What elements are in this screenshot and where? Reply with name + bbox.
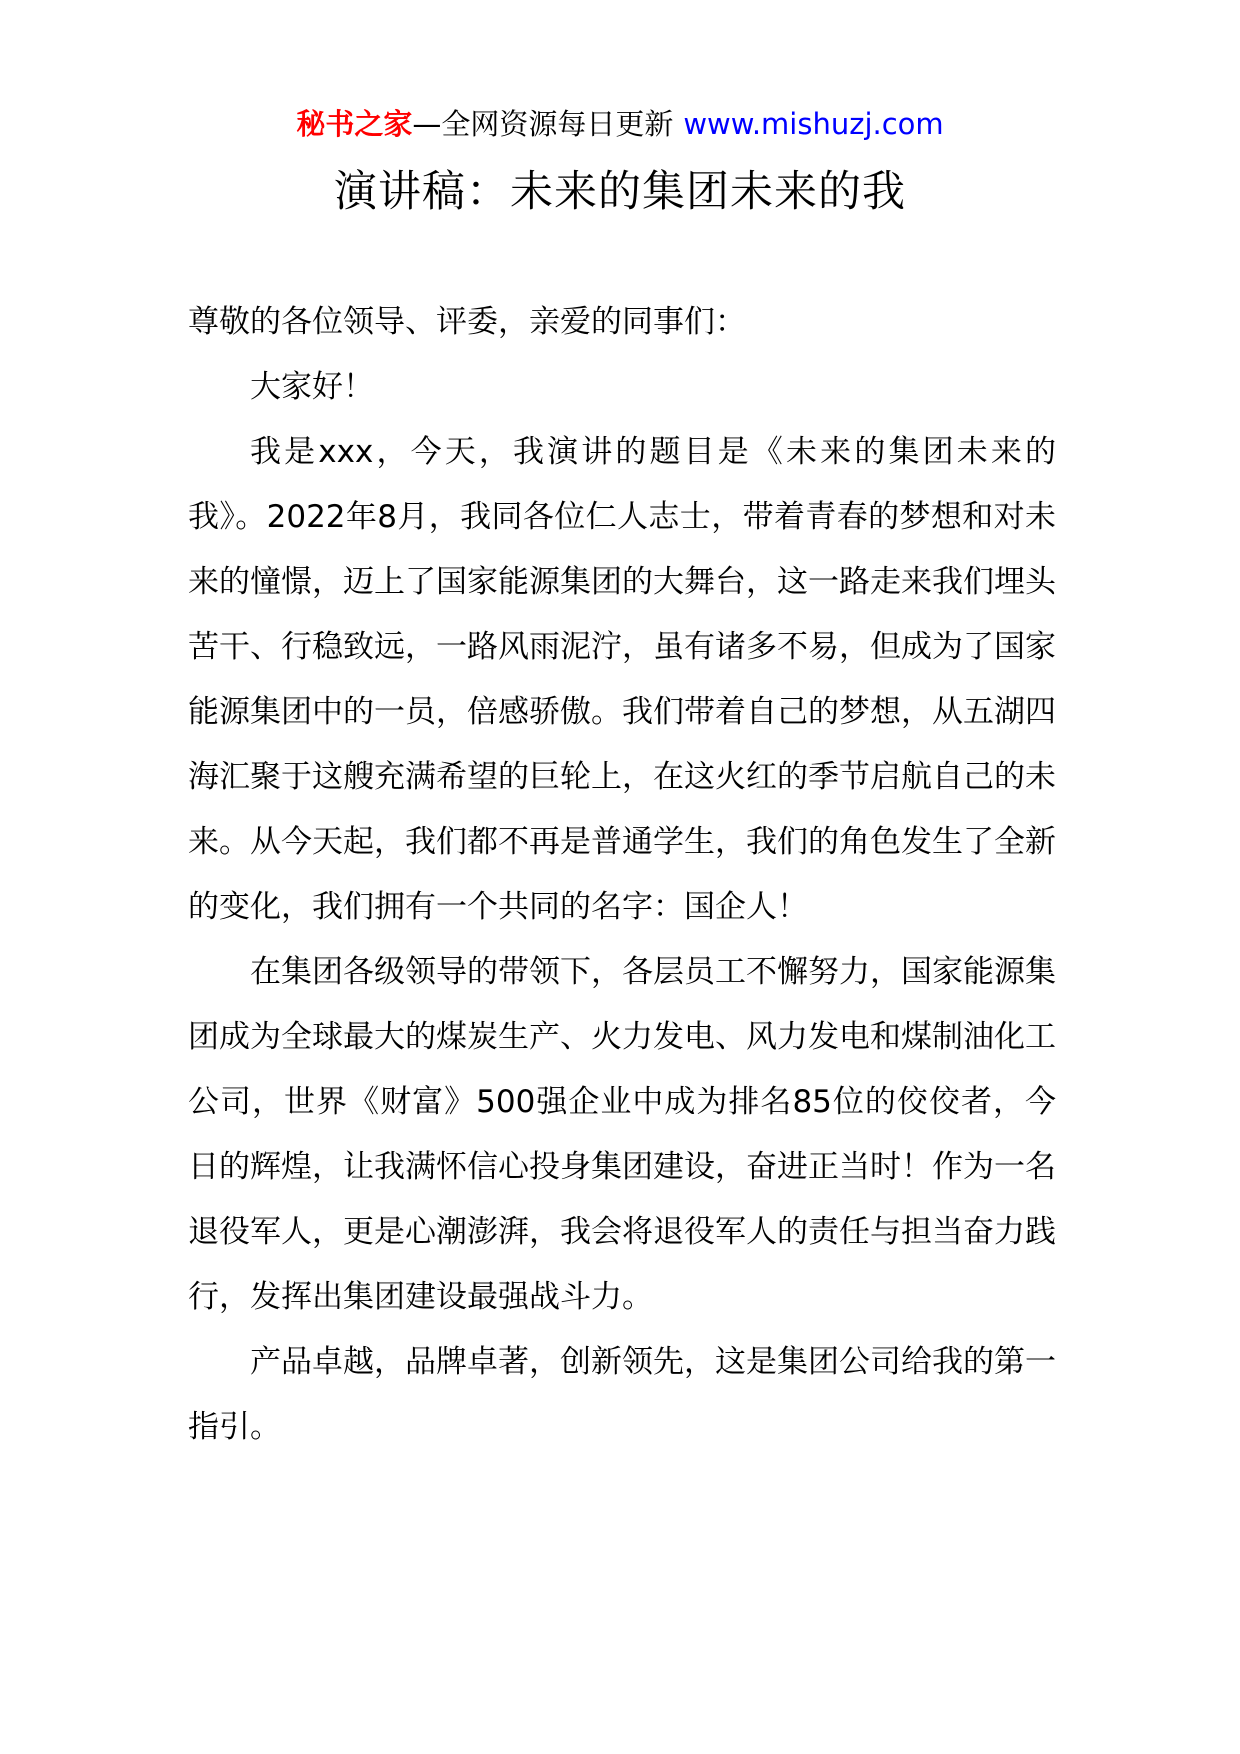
body-paragraph: 在集团各级领导的带领下，各层员工不懈努力，国家能源集团成为全球最大的煤炭生产、火力发电、风力发电和煤制油化工公司，世界《财富》500强企业中成为排名85位的佼佼者，今日的辉煌，让我满怀信心投身集团建设，奋进正当时！作为一名退役军人，更是心潮澎湃，我会将退役军人的责任与担当奋力践行，发挥出集团建设最强战斗力。 <box>188 954 1056 1315</box>
site-tagline: —全网资源每日更新 <box>412 107 674 141</box>
body-paragraph: 产品卓越，品牌卓著，创新领先，这是集团公司给我的第一指引。 <box>188 1344 1056 1445</box>
greeting-paragraph: 大家好！ <box>250 369 374 405</box>
document-title: 演讲稿：未来的集团未来的我 <box>334 167 906 217</box>
site-header <box>0 104 1240 144</box>
salutation-paragraph: 尊敬的各位领导、评委，亲爱的同事们： <box>188 304 746 340</box>
site-name: 秘书之家 <box>296 107 413 141</box>
document-body <box>188 290 1056 1460</box>
body-paragraph: 我是xxx，今天，我演讲的题目是《未来的集团未来的我》。2022年8月，我同各位仁人志士，带着青春的梦想和对未来的憧憬，迈上了国家能源集团的大舞台，这一路走来我们埋头苦干、行稳致远，一路风雨泥泞，虽有诸多不易，但成为了国家能源集团中的一员，倍感骄傲。我们带着自己的梦想，从五湖四海汇聚于这艘充满希望的巨轮上，在这火红的季节启航自己的未来。从今天起，我们都不再是普通学生，我们的角色发生了全新的变化，我们拥有一个共同的名字：国企人！ <box>188 434 1056 925</box>
site-url-link[interactable]: www.mishuzj.com <box>683 107 944 141</box>
